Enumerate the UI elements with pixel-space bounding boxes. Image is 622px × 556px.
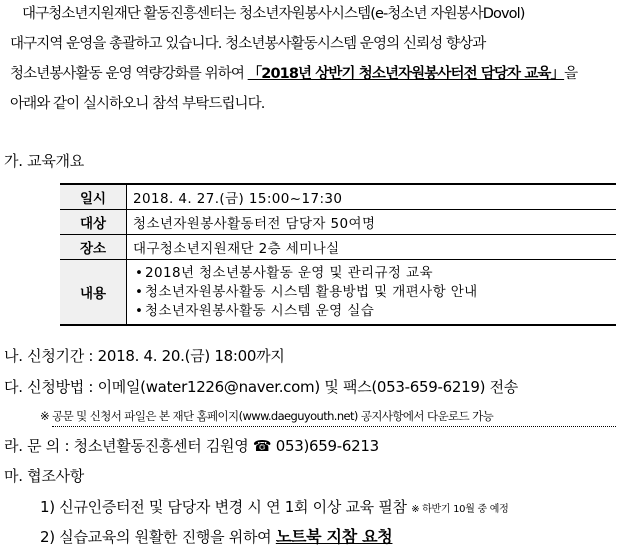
row-value: 2018. 4. 27.(금) 15:00~17:30 — [127, 184, 617, 210]
section-ma-heading — [4, 466, 84, 486]
section-ra-text: 문 의 : 청소년활동진흥센터 김원영 — [27, 437, 249, 455]
section-ma-title: 협조사항 — [27, 467, 84, 485]
section-ra-phone: 053)659-6213 — [275, 437, 379, 455]
row-value: 청소년자원봉사활동터전 담당자 50여명 — [127, 210, 617, 235]
list-item: • 청소년자원봉사활동 시스템 운영 실습 — [145, 302, 610, 321]
intro-highlight: 「2018년 상반기 청소년자원봉사터전 담당자 교육」 — [247, 66, 565, 82]
section-ra-label: 라. — [4, 437, 23, 455]
section-na — [4, 346, 285, 366]
table-row — [60, 184, 616, 210]
item-2-text: 2) 실습교육의 원활한 진행을 위하여 — [40, 528, 276, 546]
table-row — [60, 235, 616, 260]
row-key: 일시 — [60, 184, 127, 210]
section-ga-label: 가. — [4, 152, 23, 170]
table-row — [60, 210, 616, 235]
list-item: • 청소년자원봉사활동 시스템 활용방법 및 개편사항 안내 — [145, 283, 610, 302]
intro-line-2: 대구지역 운영을 총괄하고 있습니다. 청소년봉사활동시스템 운영의 신뢰성 향상과 — [10, 36, 486, 52]
section-da-note: ※ 공문 및 신청서 파일은 본 재단 홈페이지(www.daeguyouth.net) 공지사항에서 다운로드 가능 — [40, 409, 494, 423]
section-na-label: 나. — [4, 347, 23, 365]
item-1-note: ※ 하반기 10월 중 예정 — [411, 504, 509, 515]
section-ra — [4, 436, 379, 456]
section-da — [4, 377, 518, 397]
section-ma-label: 마. — [4, 467, 23, 485]
section-ma-item-2 — [40, 527, 392, 547]
intro-line-3 — [10, 64, 577, 84]
section-ma-item-1 — [40, 497, 508, 520]
item-2-highlight: 노트북 지참 요청 — [275, 527, 393, 546]
section-na-text: 신청기간 : 2018. 4. 20.(금) 18:00까지 — [27, 347, 285, 365]
row-key: 장소 — [60, 235, 127, 260]
section-da-label: 다. — [4, 378, 23, 396]
row-value — [127, 260, 617, 326]
phone-icon: ☎ — [252, 437, 272, 455]
row-value: 대구청소년지원재단 2층 세미나실 — [127, 235, 617, 260]
list-item: • 2018년 청소년봉사활동 운영 및 관리규정 교육 — [145, 264, 610, 283]
intro-line-1: 대구청소년지원재단 활동진흥센터는 청소년자원봉사시스템(e-청소년 자원봉사Dovol) — [22, 6, 525, 22]
intro-line-4: 아래와 같이 실시하오니 참석 부탁드립니다. — [10, 96, 265, 112]
section-da-text: 신청방법 : 이메일(water1226@naver.com) 및 팩스(053-659-6219) 전송 — [27, 378, 518, 396]
item-1-text: 1) 신규인증터전 및 담당자 변경 시 연 1회 이상 교육 필참 — [40, 498, 407, 516]
intro-line-3-pre: 청소년봉사활동 운영 역량강화를 위하여 — [10, 66, 248, 82]
divider — [52, 426, 616, 427]
section-ga-heading — [4, 151, 84, 171]
overview-table — [60, 183, 616, 326]
row-key: 대상 — [60, 210, 127, 235]
intro-line-3-post: 을 — [564, 66, 578, 82]
section-ga-title: 교육개요 — [27, 152, 84, 170]
table-row — [60, 260, 616, 326]
content-list — [133, 264, 610, 321]
row-key: 내용 — [60, 260, 127, 326]
